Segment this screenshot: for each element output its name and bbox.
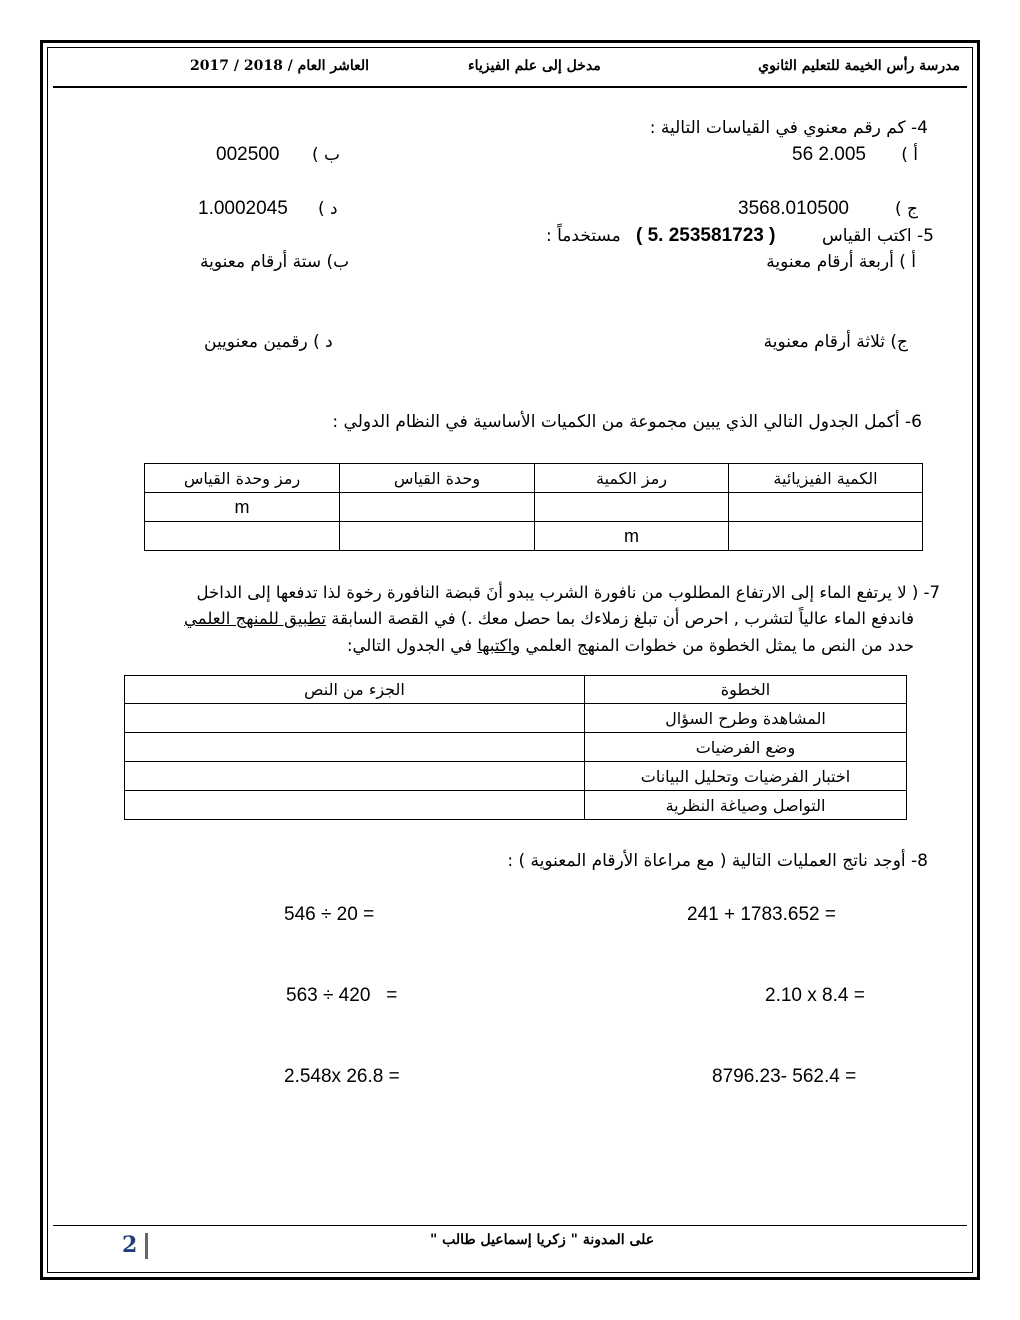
table-cell[interactable] — [729, 522, 923, 551]
table-cell: m — [535, 522, 729, 551]
q7-line2 — [184, 609, 914, 628]
si-units-table — [144, 463, 923, 551]
q7-line3 — [347, 636, 914, 655]
school-name: مدرسة رأس الخيمة للتعليم الثانوي — [758, 58, 960, 74]
table-row — [125, 762, 907, 791]
table-row — [125, 704, 907, 733]
scientific-method-table — [124, 675, 907, 820]
q5-b: ب) ستة أرقام معنوية — [200, 252, 350, 272]
q8-op-3: 2.10 x 8.4 = — [765, 985, 865, 1006]
table-cell[interactable] — [340, 493, 535, 522]
table-header-row — [125, 676, 907, 704]
step-cell: التواصل وصياغة النظرية — [585, 791, 907, 820]
table-row — [145, 522, 923, 551]
q4-b-value: 002500 — [216, 144, 280, 165]
q7-line3-text: حدد من النص ما يمثل الخطوة من خطوات المنهج العلمي — [525, 636, 914, 655]
q5-d: د ) رقمين معنويين — [204, 332, 333, 352]
grade-year: العاشر العام / 2018 / 2017 — [190, 58, 370, 74]
table-row — [145, 493, 923, 522]
table-row — [125, 791, 907, 820]
q4-a-value: 56 2.005 — [792, 144, 866, 165]
q4-d-value: 1.0002045 — [198, 198, 288, 219]
q4-d-label: د ) — [318, 199, 338, 219]
q8-op-5: 8796.23- 562.4 = — [712, 1066, 857, 1087]
header-cell: الكمية الفيزيائية — [729, 464, 923, 493]
q8-op-2: 546 ÷ 20 = — [284, 904, 375, 925]
answer-cell[interactable] — [125, 733, 585, 762]
q7-line2-underlined: تطبيق للمنهج العلمي — [184, 609, 326, 628]
footer-credit: على المدونة " زكريا إسماعيل طالب " — [430, 1232, 655, 1248]
q7-line3-end: في الجدول التالي: — [346, 636, 472, 655]
answer-cell[interactable] — [125, 762, 585, 791]
page-number: 2 — [122, 1232, 138, 1258]
table-row — [125, 733, 907, 762]
q5-a: أ ) أربعة أرقام معنوية — [766, 252, 916, 272]
q7-line1: 7- ( لا يرتفع الماء إلى الارتفاع المطلوب من نافورة الشرب يبدو أنَ قبضة النافورة رخوة لذا تدفعها إلى الداخل — [196, 583, 940, 602]
q8-op-1: 241 + 1783.652 = — [687, 904, 836, 925]
q6-title: 6- أكمل الجدول التالي الذي يبين مجموعة من الكميات الأساسية في النظام الدولي : — [332, 412, 922, 432]
table-cell[interactable] — [340, 522, 535, 551]
q5-suffix: مستخدماً : — [546, 226, 621, 246]
table-cell[interactable] — [145, 522, 340, 551]
q5-value: ( 5. 253581723 ) — [636, 225, 776, 246]
q7-line3-underlined: واكتبها — [477, 636, 521, 655]
table-cell[interactable] — [535, 493, 729, 522]
q5-prefix: 5- اكتب القياس — [822, 226, 934, 246]
footer-divider — [53, 1225, 967, 1226]
q8-op-4: 563 ÷ 420 = — [286, 985, 398, 1006]
step-cell: وضع الفرضيات — [585, 733, 907, 762]
step-cell: اختبار الفرضيات وتحليل البيانات — [585, 762, 907, 791]
q4-c-label: ج ) — [894, 199, 918, 219]
table-header-row — [145, 464, 923, 493]
header-divider — [53, 86, 967, 88]
q4-title: 4- كم رقم معنوي في القياسات التالية : — [649, 118, 928, 138]
table-cell: m — [145, 493, 340, 522]
answer-cell[interactable] — [125, 791, 585, 820]
header-cell: رمز الكمية — [535, 464, 729, 493]
table-cell[interactable] — [729, 493, 923, 522]
q4-b-label: ب ) — [312, 145, 341, 165]
answer-cell[interactable] — [125, 704, 585, 733]
header-cell: وحدة القياس — [340, 464, 535, 493]
q4-c-value: 3568.010500 — [738, 198, 849, 219]
q7-line2-text: فاندفع الماء عالياً لتشرب , احرص أن تبلغ زملاءك بما حصل معك .) في القصة السابقة — [331, 609, 914, 628]
q5-c: ج) ثلاثة أرقام معنوية — [763, 332, 908, 352]
q4-a-label: أ ) — [901, 145, 918, 165]
q8-op-6: 2.548x 26.8 = — [284, 1066, 400, 1087]
page-number-bar — [145, 1233, 148, 1259]
step-cell: المشاهدة وطرح السؤال — [585, 704, 907, 733]
subject-title: مدخل إلى علم الفيزياء — [468, 58, 601, 74]
header-cell: الخطوة — [585, 676, 907, 704]
q8-title: 8- أوجد ناتج العمليات التالية ( مع مراعاة الأرقام المعنوية ) : — [507, 851, 928, 871]
header-cell: رمز وحدة القياس — [145, 464, 340, 493]
header-cell: الجزء من النص — [125, 676, 585, 704]
